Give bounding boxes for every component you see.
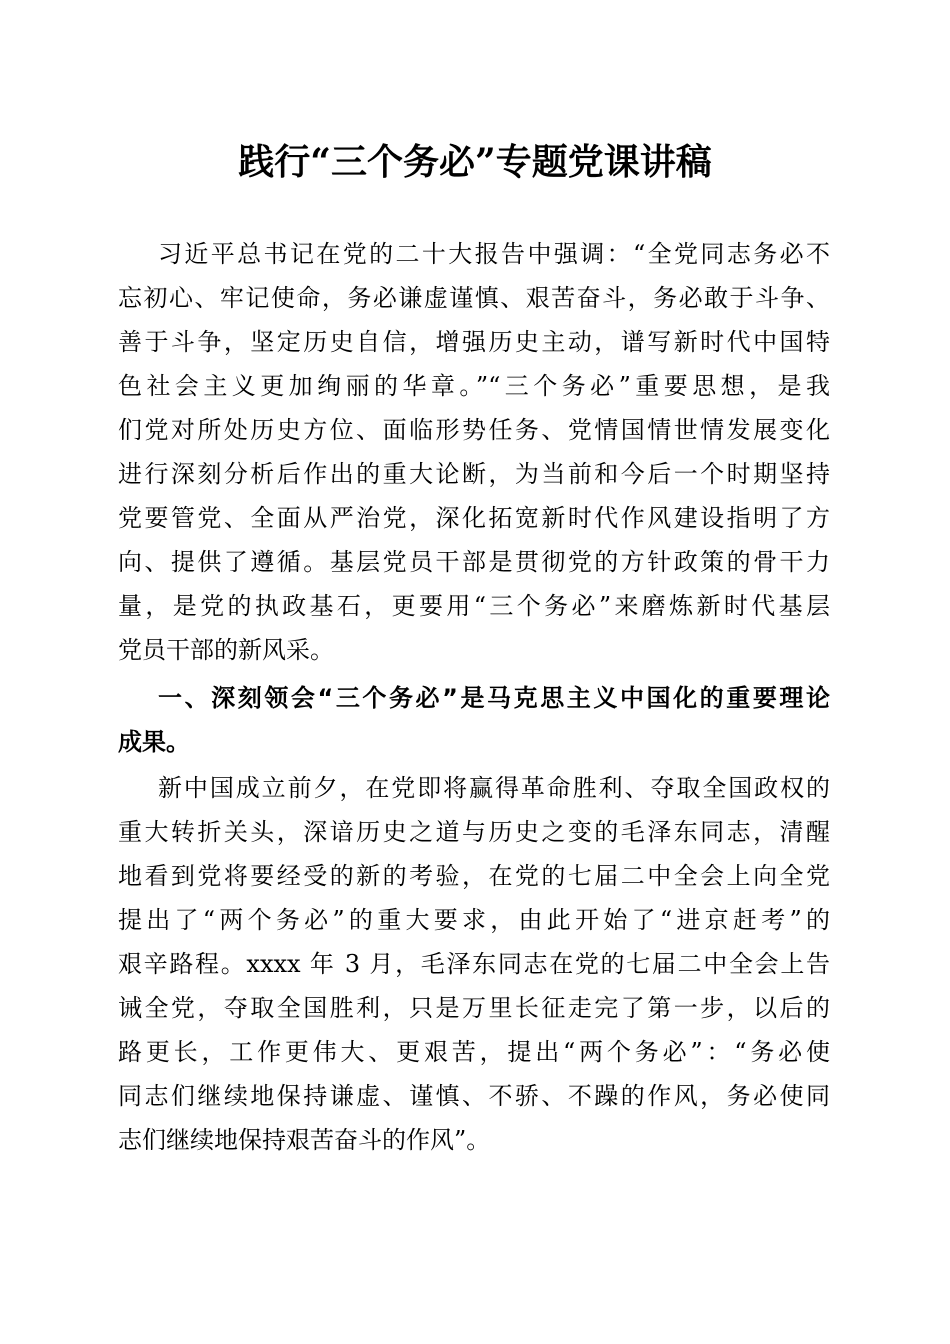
- paragraph-1-line: 习近平总书记在党的二十大报告中强调：“全党同志务必不: [158, 240, 830, 268]
- paragraph-1-line: 善于斗争，坚定历史自信，增强历史主动，谱写新时代中国特: [118, 328, 830, 356]
- section-heading-line: 成果。: [118, 728, 190, 756]
- paragraph-2-line: 同志们继续地保持谦虚、谨慎、不骄、不躁的作风，务必使同: [118, 1082, 830, 1110]
- section-heading-line: 一、深刻领会“三个务必”是马克思主义中国化的重要理论: [158, 684, 830, 712]
- document-title: 践行“三个务必”专题党课讲稿: [238, 141, 712, 183]
- paragraph-2-line: 艰辛路程。xxxx 年 3 月，毛泽东同志在党的七届二中全会上告: [118, 950, 830, 978]
- paragraph-1-line: 忘初心、牢记使命，务必谦虚谨慎、艰苦奋斗，务必敢于斗争、: [118, 284, 830, 312]
- paragraph-2-line: 路更长，工作更伟大、更艰苦，提出“两个务必”：“务必使: [118, 1038, 830, 1066]
- paragraph-2-line: 地看到党将要经受的新的考验，在党的七届二中全会上向全党: [118, 862, 830, 890]
- paragraph-1-line: 量，是党的执政基石，更要用“三个务必”来磨炼新时代基层: [118, 592, 830, 620]
- paragraph-2-line: 提出了“两个务必”的重大要求，由此开始了“进京赶考”的: [118, 906, 830, 934]
- paragraph-1-line: 党要管党、全面从严治党，深化拓宽新时代作风建设指明了方: [118, 504, 830, 532]
- paragraph-1-line: 进行深刻分析后作出的重大论断，为当前和今后一个时期坚持: [118, 460, 830, 488]
- paragraph-2-line: 志们继续地保持艰苦奋斗的作风”。: [118, 1126, 491, 1154]
- paragraph-1-line: 色社会主义更加绚丽的华章。”“三个务必”重要思想，是我: [118, 372, 830, 400]
- paragraph-1-line: 党员干部的新风采。: [118, 636, 334, 664]
- paragraph-1-line: 向、提供了遵循。基层党员干部是贯彻党的方针政策的骨干力: [118, 548, 830, 576]
- paragraph-2-line: 重大转折关头，深谙历史之道与历史之变的毛泽东同志，清醒: [118, 818, 830, 846]
- paragraph-2-line: 诫全党，夺取全国胜利，只是万里长征走完了第一步，以后的: [118, 994, 830, 1022]
- paragraph-2-line: 新中国成立前夕，在党即将赢得革命胜利、夺取全国政权的: [158, 774, 830, 802]
- paragraph-1-line: 们党对所处历史方位、面临形势任务、党情国情世情发展变化: [118, 416, 830, 444]
